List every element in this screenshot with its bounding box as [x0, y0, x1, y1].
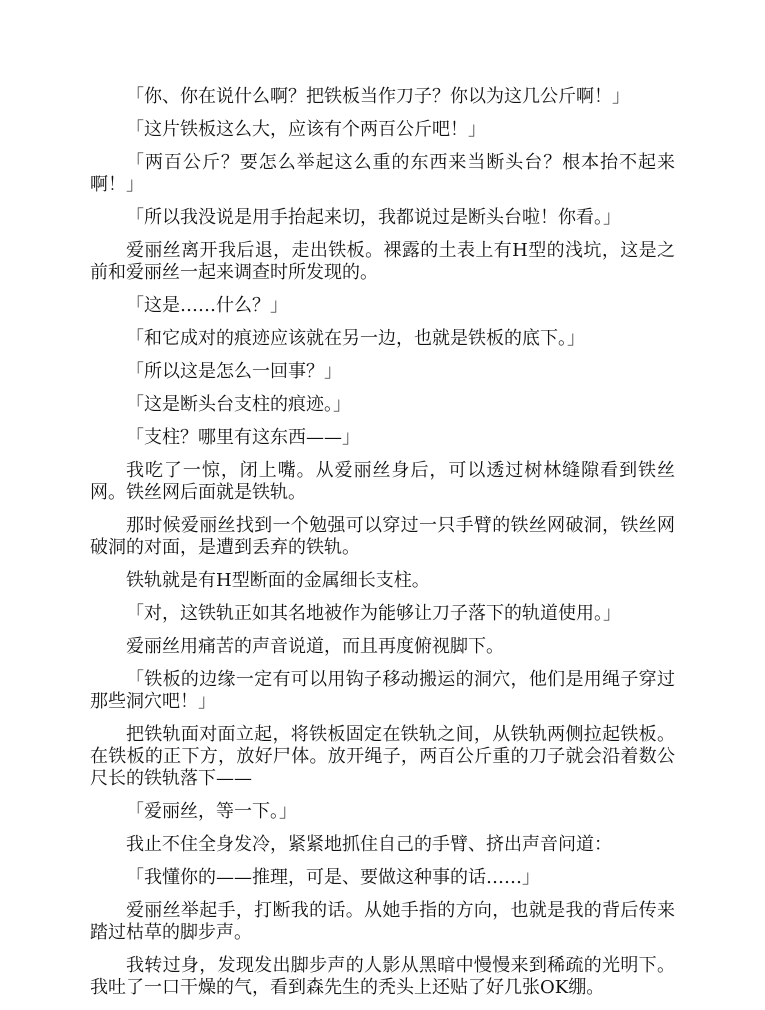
paragraph: 「爱丽丝，等一下。」 [126, 801, 297, 822]
page-body [90, 86, 675, 1010]
paragraph: 铁轨就是有H型断面的金属细长支柱。 [126, 570, 430, 591]
paragraph: 爱丽丝举起手，打断我的话。从她手指的方向，也就是我的背后传来踏过枯草的脚步声。 [90, 900, 675, 943]
paragraph: 把铁轨面对面立起，将铁板固定在铁轨之间，从铁轨两侧拉起铁板。在铁板的正下方，放好尸体。放开绳子，两百公斤重的刀子就会沿着数公尺长的铁轨落下—— [90, 724, 675, 789]
paragraph: 「这是断头台支柱的痕迹。」 [126, 394, 351, 415]
paragraph: 「所以我没说是用手抬起来切，我都说过是断头台啦！你看。」 [126, 207, 621, 228]
paragraph: 我转过身，发现发出脚步声的人影从黑暗中慢慢来到稀疏的光明下。我吐了一口干燥的气，看到森先生的秃头上还贴了好几张OK绷。 [90, 955, 675, 998]
paragraph: 「所以这是怎么一回事？」 [126, 361, 342, 382]
paragraph: 我吃了一惊，闭上嘴。从爱丽丝身后，可以透过树林缝隙看到铁丝网。铁丝网后面就是铁轨。 [90, 460, 675, 503]
paragraph: 「铁板的边缘一定有可以用钩子移动搬运的洞穴，他们是用绳子穿过那些洞穴吧！」 [90, 669, 675, 712]
paragraph: 「你、你在说什么啊？把铁板当作刀子？你以为这几公斤啊！」 [126, 86, 630, 107]
paragraph: 「和它成对的痕迹应该就在另一边，也就是铁板的底下。」 [126, 328, 585, 349]
paragraph: 「我懂你的——推理，可是、要做这种事的话……」 [126, 867, 540, 888]
paragraph: 「这是……什么？」 [126, 295, 288, 316]
paragraph: 那时候爱丽丝找到一个勉强可以穿过一只手臂的铁丝网破洞，铁丝网破洞的对面，是遭到丢弃的铁轨。 [90, 515, 675, 558]
paragraph: 我止不住全身发冷，紧紧地抓住自己的手臂、挤出声音问道： [126, 834, 612, 855]
paragraph: 爱丽丝用痛苦的声音说道，而且再度俯视脚下。 [126, 636, 504, 657]
paragraph: 爱丽丝离开我后退，走出铁板。裸露的土表上有H型的浅坑，这是之前和爱丽丝一起来调查时所发现的。 [90, 240, 675, 283]
paragraph: 「这片铁板这么大，应该有个两百公斤吧！」 [126, 119, 486, 140]
paragraph: 「对，这铁轨正如其名地被作为能够让刀子落下的轨道使用。」 [126, 603, 621, 624]
paragraph: 「支柱？哪里有这东西——」 [126, 427, 360, 448]
paragraph: 「两百公斤？要怎么举起这么重的东西来当断头台？根本抬不起来啊！」 [90, 152, 675, 195]
